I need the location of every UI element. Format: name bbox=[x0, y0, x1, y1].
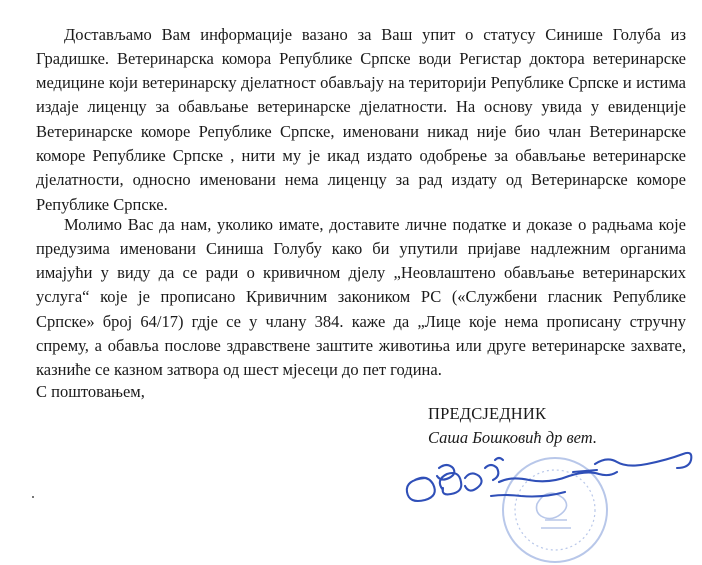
signer-name: Саша Бошковић др вет. bbox=[428, 428, 597, 447]
body-paragraph-1: Достављамо Вам информације вазано за Ваш упит о статусу Синише Голуба из Градишке. Ветеринарска комора Републике Српске води Регистар доктора ветеринарске медицине који ветеринарску дјелатност обављају на територији Републике Српске и истима издаје лиценцу за обављање ветеринарске дјелатности. На основу увида у евиденције Ветеринарске коморе Републике Српске, именовани никад није био члан Ветеринарске коморе Републике Српске , нити му је икад издато одобрење за обављање ветеринарске дјелатности, односно именовани нема лиценцу за рад издату од Ветеринарске коморе Републике Српске. bbox=[36, 24, 686, 214]
signer-title: ПРЕДСЈЕДНИК bbox=[428, 404, 547, 423]
closing-salutation: С поштовањем, bbox=[36, 382, 145, 401]
scan-speck bbox=[32, 496, 34, 498]
official-stamp bbox=[503, 458, 607, 562]
signature-and-stamp bbox=[395, 438, 700, 565]
body-paragraph-2: Молимо Вас да нам, уколико имате, доставите личне податке и доказе о радњама које предузима именовани Синиша Голубу како би упутили пријаве надлежним органима имајући у виду да се ради о кривичном дјелу „Неовлаштено обављање ветеринарских услуга“ које је прописано Кривичним закоником РС («Службени гласник Републике Српске» број 64/17) гдје се у члану 384. каже да „Лице које нема прописану стручну спрему, а обавља послове здравствене заштите животиња или друге ветеринарске захвате, казниће се казном затвора од шест мјесеци до пет година. bbox=[36, 214, 686, 380]
